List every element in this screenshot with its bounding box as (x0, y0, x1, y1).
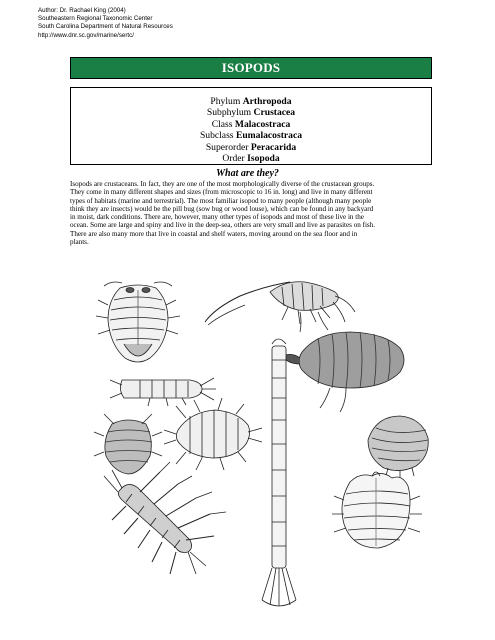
section-heading: What are they? (216, 168, 279, 179)
spiny-isopod-icon (164, 398, 262, 470)
flat-isopod-icon (94, 414, 162, 474)
cymothoid-isopod-icon (282, 332, 404, 412)
department-line: South Carolina Department of Natural Resources (38, 23, 173, 31)
paragraph-line: types of habitats (marine and terrestrial). The most familiar isopod to many people (although many people (70, 196, 372, 205)
elongate-isopod-icon (110, 378, 216, 406)
round-isopod-icon (332, 472, 422, 548)
taxon-name: Arthropoda (242, 96, 292, 107)
paragraph-line: plants. (70, 238, 89, 247)
rank-label: Subphylum (206, 107, 252, 119)
taxon-name: Crustacea (253, 107, 296, 119)
author-line: Author: Dr. Rachael King (2004) (38, 7, 126, 14)
rank-label: Phylum (210, 96, 241, 107)
taxon-name: Peracarida (250, 141, 297, 153)
page-title: ISOPODS (221, 60, 281, 75)
giant-isopod-icon (96, 282, 180, 362)
rank-label: Class (211, 118, 233, 130)
pill-bug-icon (368, 416, 428, 478)
paragraph-line: in moist, dark conditions. There are, however, many other types of isopods and most of these live in the (70, 213, 364, 222)
url-line[interactable]: http://www.dnr.sc.gov/marine/sertc/ (38, 31, 134, 39)
taxon-name: Malacostraca (234, 118, 291, 130)
taxon-name: Isopoda (247, 153, 280, 165)
taxon-name: Eumalacostraca (235, 130, 303, 142)
paragraph-line: They come in many different shapes and sizes (from microscopic to 16 in. long) and live in many different (70, 188, 373, 197)
center-line: Southeastern Regional Taxonomic Center (38, 15, 153, 23)
paragraph-line: think they are insects) would be the pill bug (sow bug or wood louse), which can be found in any backyard (70, 204, 374, 213)
paragraph-line: Isopods are crustaceans. In fact, they are one of the most morphologically diverse of the crustacean groups. (70, 180, 375, 188)
long-antenna-isopod-icon (205, 282, 355, 332)
rank-label: Order (222, 153, 245, 165)
rank-label: Superorder (205, 141, 249, 153)
paragraph-line: There are also many more that live in coastal and shelf waters, moving around on the sea floor and in (70, 229, 358, 238)
spider-isopod-icon (104, 462, 226, 574)
paragraph-line: ocean. Some are large and spiny and live in the deep-sea, others are very small and live as parasites on fish. (70, 221, 375, 230)
segmented-worm-isopod-icon (262, 339, 296, 606)
rank-label: Subclass (199, 130, 234, 142)
